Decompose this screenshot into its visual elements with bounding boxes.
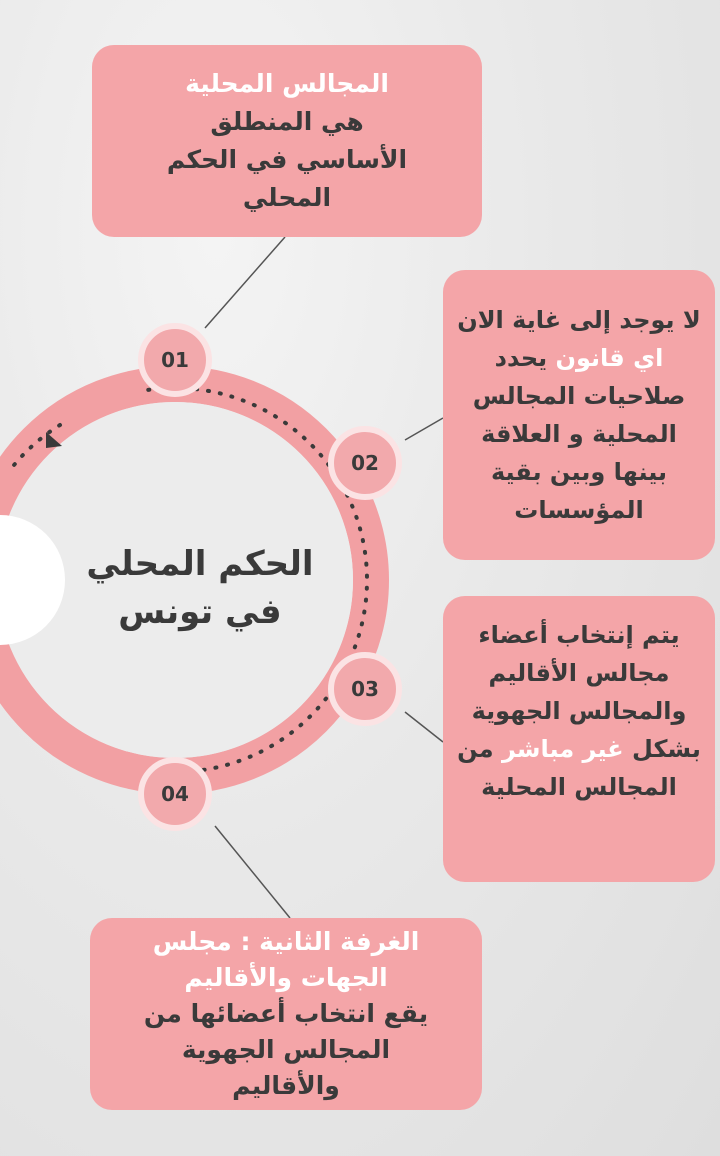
box2-line6: المؤسسات bbox=[514, 496, 644, 524]
step-number-02: 02 bbox=[328, 426, 402, 500]
connector-line-01 bbox=[205, 237, 285, 328]
box1-line4: المحلي bbox=[242, 183, 332, 212]
box2-highlight: اي قانون bbox=[555, 344, 664, 372]
step-number-03: 03 bbox=[328, 652, 402, 726]
box2-line5: بينها وبين بقية bbox=[490, 458, 668, 486]
info-box-04 bbox=[90, 918, 482, 1110]
box3-line3: والمجالس الجهوية bbox=[471, 697, 687, 725]
step-number-01: 01 bbox=[138, 323, 212, 397]
box3-line4-pre: بشكل bbox=[623, 735, 701, 763]
center-title-line1: الحكم المحلي bbox=[86, 544, 314, 584]
box3-line5: المجالس المحلية bbox=[481, 773, 677, 801]
box2-line3: صلاحيات المجالس bbox=[472, 382, 686, 410]
box2-line2-rest: يحدد bbox=[494, 344, 556, 372]
box4-line4: المجالس الجهوية bbox=[181, 1035, 391, 1064]
center-title bbox=[70, 540, 330, 636]
info-box-01 bbox=[92, 45, 482, 237]
box3-line4-post: من bbox=[457, 735, 502, 763]
box4-line5: والأقاليم bbox=[232, 1071, 340, 1100]
box1-line3: الأساسي في الحكم bbox=[166, 145, 408, 174]
box2-line1: لا يوجد إلى غاية الان bbox=[457, 306, 701, 334]
connector-line-04 bbox=[215, 826, 290, 918]
box2-line2 bbox=[495, 339, 664, 377]
center-title-line2: في تونس bbox=[118, 592, 282, 632]
box4-title1: الغرفة الثانية : مجلس bbox=[152, 927, 420, 956]
box3-line1: يتم إنتخاب أعضاء bbox=[478, 621, 680, 649]
box4-line3: يقع انتخاب أعضائها من bbox=[143, 999, 429, 1028]
box1-line2: هي المنطلق bbox=[210, 107, 364, 136]
step-number-04: 04 bbox=[138, 757, 212, 831]
box3-highlight: غير مباشر bbox=[501, 735, 624, 763]
box3-line4 bbox=[457, 730, 701, 768]
connector-line-02 bbox=[405, 418, 443, 440]
box2-line4: المحلية و العلاقة bbox=[481, 420, 677, 448]
box4-title2: الجهات والأقاليم bbox=[184, 963, 388, 992]
info-box-02 bbox=[443, 270, 715, 560]
info-box-03 bbox=[443, 596, 715, 882]
connector-line-03 bbox=[405, 712, 443, 742]
box3-line2: مجالس الأقاليم bbox=[488, 659, 670, 687]
box1-title: المجالس المحلية bbox=[185, 69, 389, 98]
